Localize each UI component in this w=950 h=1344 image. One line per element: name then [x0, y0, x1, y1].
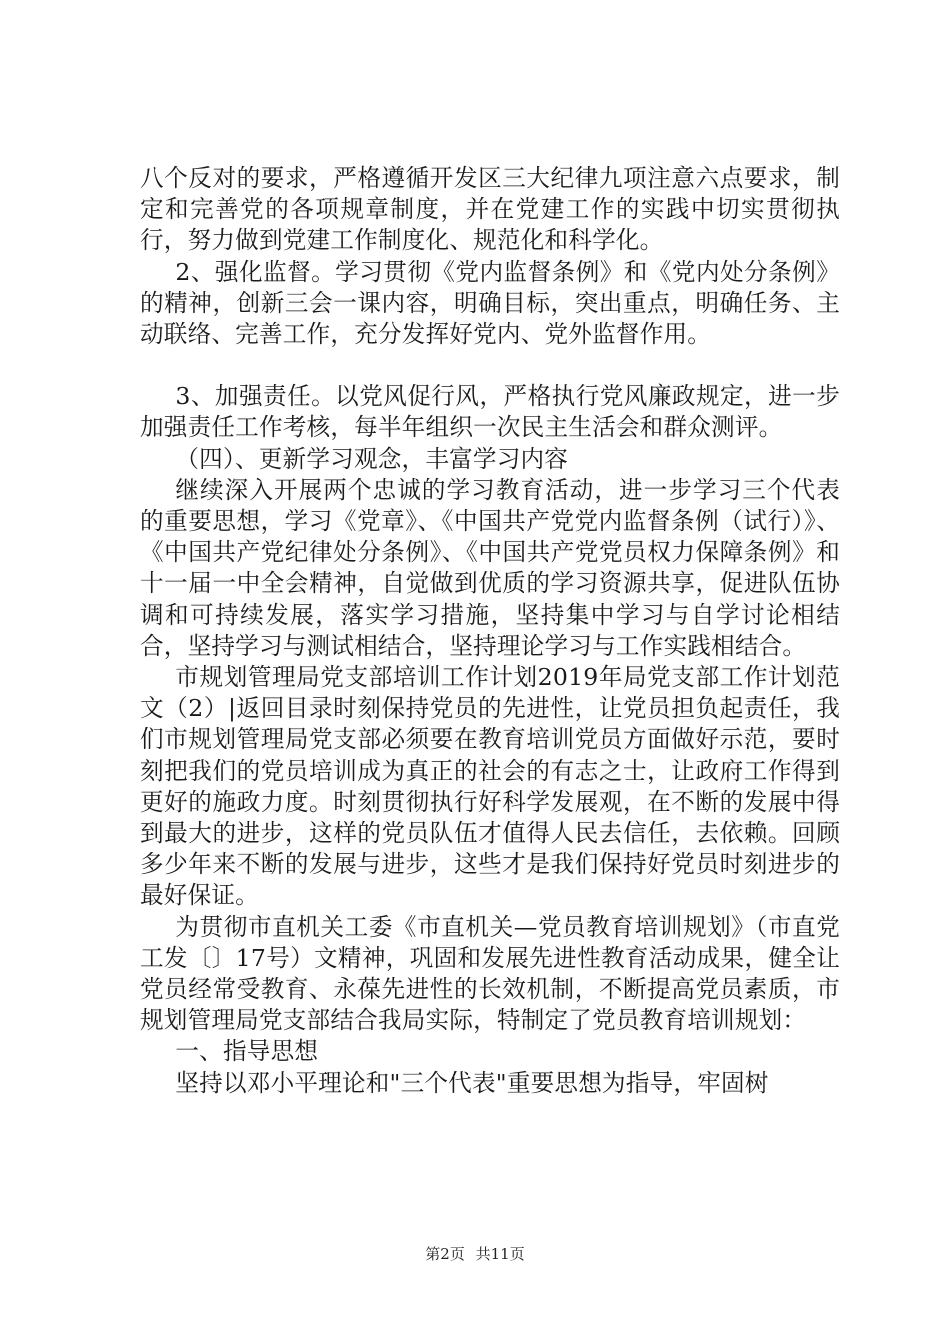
paragraph-learning: 继续深入开展两个忠诚的学习教育活动，进一步学习三个代表的重要思想，学习《党章》、《中国共产党党内监督条例（试行）》、《中国共产党纪律处分条例》、《中国共产党党员权力保障条例》和十一届一中全会精神，自觉做到优质的学习资源共享，促进队伍协调和可持续发展，落实学习措施，坚持集中学习与自学讨论相结合，坚持学习与测试相结合，坚持理论学习与工作实践相结合。 [140, 475, 840, 660]
section-heading-learning: （四）、更新学习观念，丰富学习内容 [175, 444, 569, 473]
page-footer [0, 1243, 950, 1264]
paragraph-supervision: 2、强化监督。学习贯彻《党内监督条例》和《党内处分条例》的精神，创新三会一课内容，明确目标，突出重点，明确任务、主动联络、完善工作，充分发挥好党内、党外监督作用。 [140, 257, 840, 349]
paragraph-guiding-ideology: 坚持以邓小平理论和"三个代表"重要思想为指导，牢固树 [175, 1068, 769, 1097]
page-number: 第2页 [425, 1245, 465, 1263]
page-total: 共11页 [475, 1245, 525, 1263]
paragraph-responsibility: 3、加强责任。以党风促行风，严格执行党风廉政规定，进一步加强责任工作考核，每半年组织一次民主生活会和群众测评。 [140, 382, 840, 442]
paragraph-continuation: 八个反对的要求，严格遵循开发区三大纪律九项注意六点要求，制定和完善党的各项规章制度，并在党建工作的实践中切实贯彻执行，努力做到党建工作制度化、规范化和科学化。 [140, 164, 840, 255]
document-body [140, 163, 840, 1099]
paragraph-plan-intro: 市规划管理局党支部培训工作计划2019年局党支部工作计划范文（2）|返回目录时刻保持党员的先进性，让党员担负起责任，我们市规划管理局党支部必须要在教育培训党员方面做好示范，要时刻把我们的党员培训成为真正的社会的有志之士，让政府工作得到更好的施政力度。时刻贯彻执行好科学发展观，在不断的发展中得到最大的进步，这样的党员队伍才值得人民去信任，去依赖。回顾多少年来不断的发展与进步，这些才是我们保持好党员时刻进步的最好保证。 [140, 663, 840, 910]
paragraph-plan-purpose: 为贯彻市直机关工委《市直机关—党员教育培训规划》（市直党工发〔〕17号）文精神，巩固和发展先进性教育活动成果，健全让党员经常受教育、永葆先进性的长效机制，不断提高党员素质，市规划管理局党支部结合我局实际，特制定了党员教育培训规划： [140, 912, 840, 1035]
section-heading-guiding-ideology: 一、指导思想 [175, 1037, 319, 1066]
paragraph-spacer [140, 350, 840, 381]
